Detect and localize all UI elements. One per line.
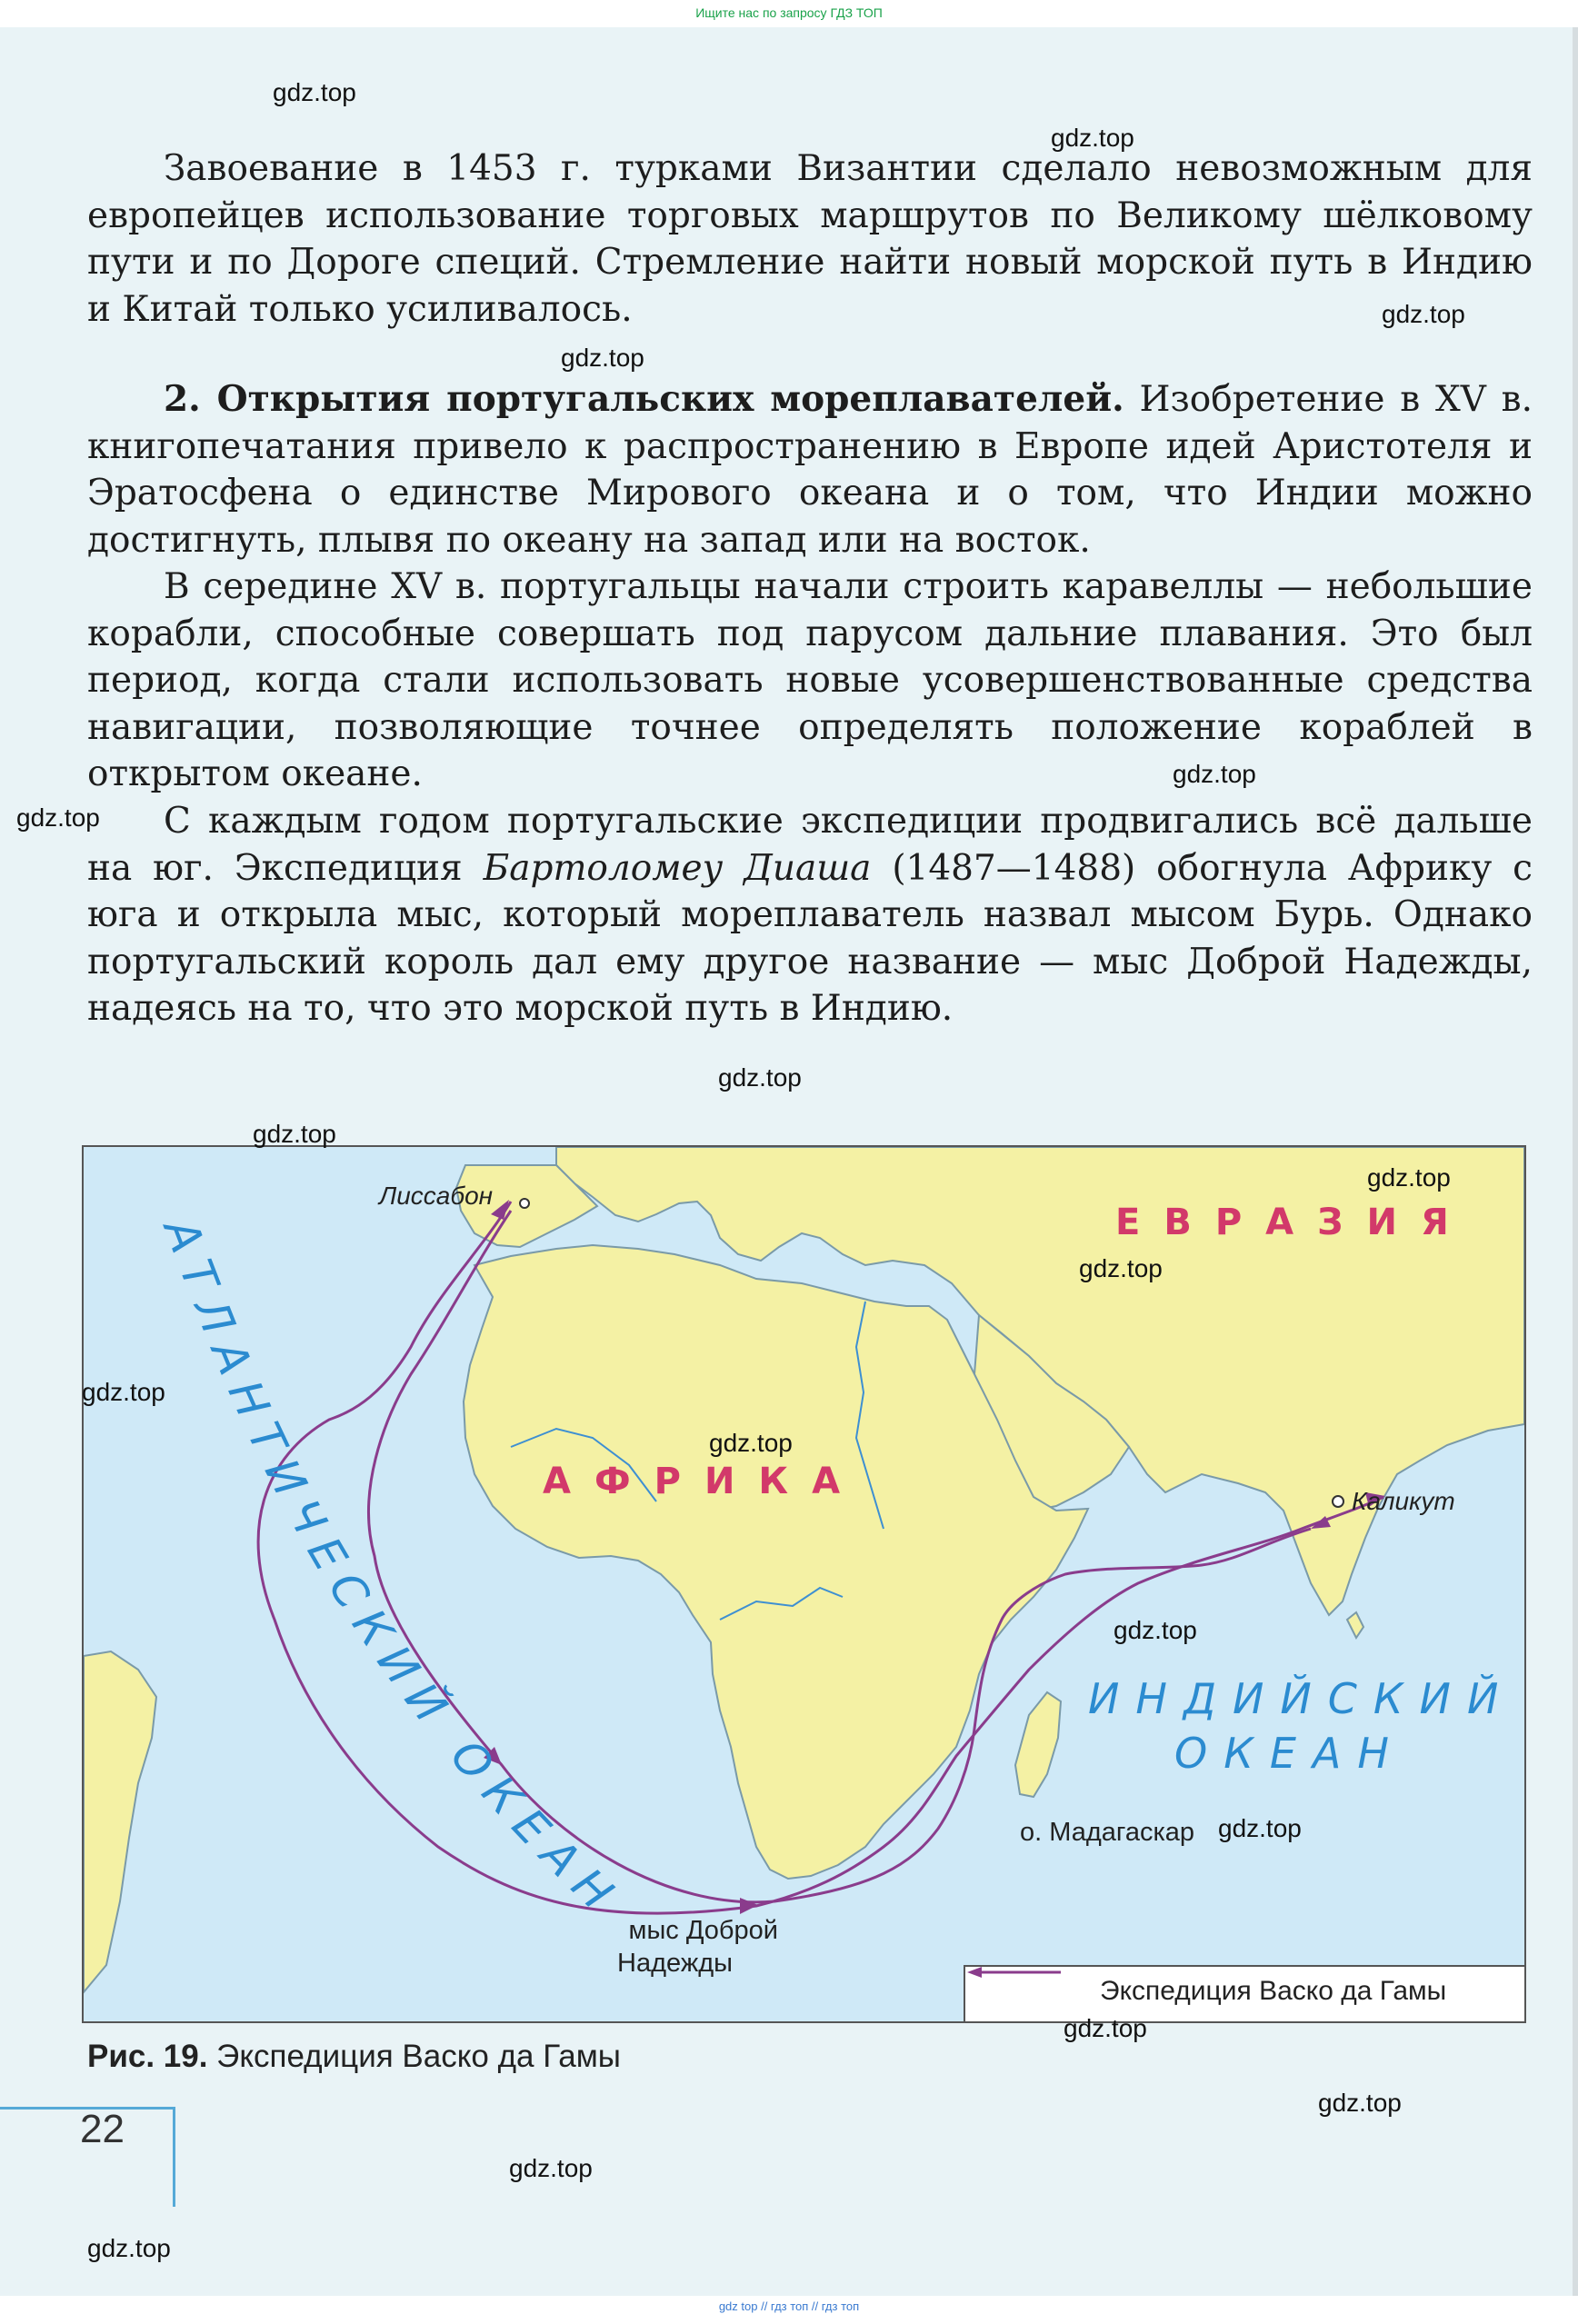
footer-link[interactable]: gdz top // гдз топ // гдз топ [718,2299,860,2313]
legend-label: Экспедиция Васко да Гамы [1100,1976,1447,2006]
indian-ocean-label-line1: ИНДИЙСКИЙ [1088,1674,1515,1723]
explorer-name: Бартоломеу Диаша [483,847,872,889]
watermark: gdz.top [1064,2014,1147,2042]
watermark: gdz.top [1114,1616,1197,1644]
paragraph-portuguese-text: Изобретение в XV в. книгопечатания привело к распространению в Европе идей Аристотеля и Эратосфена о единстве Мирового океана и о том, что Индии можно достигнуть, плывя по океану на запад или на восток. [87,379,1533,561]
watermark: gdz.top [1382,300,1465,328]
paragraph-dias-after: (1487—1488) обогнула Африку с юга и открыла мыс, который мореплаватель назвал мысом Бурь. Однако португальский король дал ему другое название — мыс Доброй Надежды, надеясь на то, что это морской путь в Индию. [87,847,1533,1029]
paragraph-caravels-text: В середине XV в. португальцы начали строить каравеллы — небольшие корабли, способные совершать под парусом дальние плавания. Это был период, когда стали использовать новые усовершенствованные средства навигации, позволяющие точнее определять положение кораблей в открытом океане. [87,566,1533,794]
section-heading: 2. Открытия португальских мореплавателей. [164,378,1124,420]
watermark: gdz.top [1218,1814,1302,1842]
paragraph-byzantium [87,145,1533,333]
watermark: gdz.top [273,78,356,106]
watermark: gdz.top [1051,124,1134,152]
watermark: gdz.top [1173,760,1256,788]
watermark: gdz.top [509,2154,593,2182]
watermark: gdz.top [1367,1163,1451,1192]
calicut-label: Каликут [1352,1487,1455,1515]
figure-caption [87,2039,621,2075]
cape-label-line2: Надежды [617,1949,733,1978]
page-number-frame-side [173,2107,175,2207]
cape-label-line1: мыс Доброй [628,1916,778,1945]
paragraph-dias [87,798,1533,1032]
route-arrow [740,1898,758,1914]
paragraph-caravels [87,564,1533,798]
watermark: gdz.top [1318,2089,1402,2117]
madagascar-label: о. Мадагаскар [1020,1818,1195,1847]
watermark: gdz.top [1079,1254,1163,1282]
indian-ocean-label-line2: ОКЕАН [1174,1729,1405,1778]
eurasia-label: ЕВРАЗИЯ [1115,1202,1473,1243]
paragraph-dias-before: С каждым годом португальские экспедиции продвигались всё дальше на юг. Экспедиция [87,801,1533,889]
africa-label: АФРИКА [543,1461,864,1502]
calicut-dot [1333,1496,1343,1507]
madagascar-land [1015,1692,1061,1797]
svg-text:АТЛАНТИЧЕСКИЙ ОКЕАН [153,1209,633,1929]
paragraph-portuguese [87,376,1533,564]
watermark: gdz.top [718,1063,802,1092]
lisbon-label: Лиссабон [379,1182,494,1210]
atlantic-ocean-text: АТЛАНТИЧЕСКИЙ ОКЕАН [153,1212,633,1930]
watermark: gdz.top [253,1120,336,1148]
watermark: gdz.top [87,2234,171,2262]
map-legend [964,1965,1524,2021]
atlantic-ocean-label [127,1209,636,1936]
watermark: gdz.top [82,1378,165,1406]
header-search-link[interactable]: Ищите нас по запросу ГДЗ ТОП [695,5,883,20]
watermark: gdz.top [16,803,100,832]
figure-title: Экспедиция Васко да Гамы [207,2039,621,2074]
sri-lanka-land [1347,1612,1363,1638]
figure-number: Рис. 19. [87,2039,208,2074]
paragraph-byzantium-text: Завоевание в 1453 г. турками Византии сделало невозможным для европейцев использование торговых маршрутов по Великому шёлковому пути и по Дороге специй. Стремление найти новый морской путь в Индию и Китай только усиливалось. [87,148,1533,330]
lisbon-dot [520,1199,529,1208]
watermark: gdz.top [709,1429,793,1457]
page-number: 22 [80,2107,125,2151]
watermark: gdz.top [561,344,644,372]
page-edge [1573,27,1578,2296]
